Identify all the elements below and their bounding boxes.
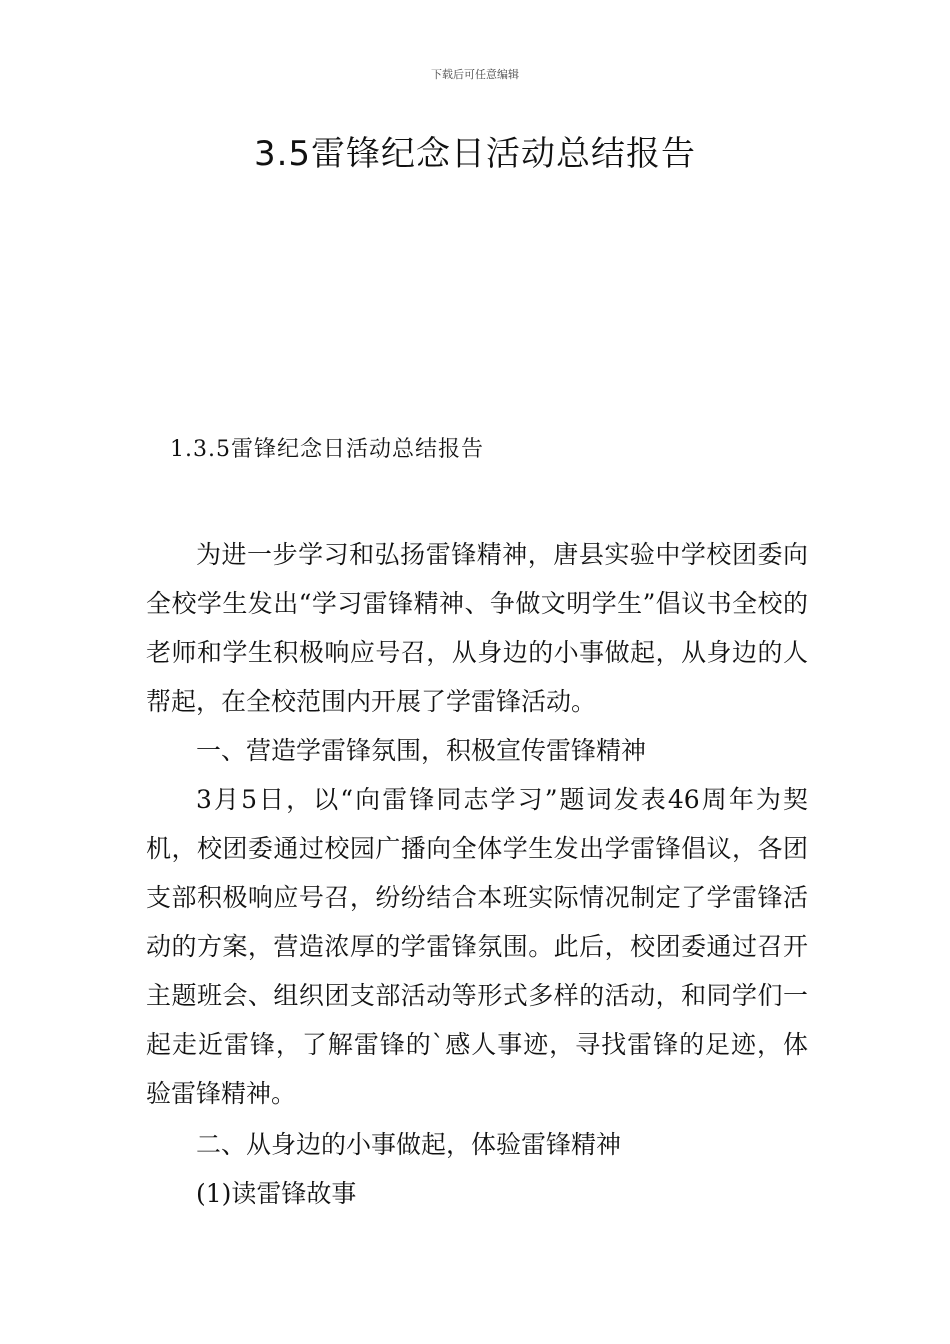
section-heading-1: 一、营造学雷锋氛围，积极宣传雷锋精神: [196, 736, 647, 765]
paragraph-section-1: 3月5日，以“向雷锋同志学习”题词发表46周年为契机，校团委通过校园广播向全体学生发出学雷锋倡议，各团支部积极响应号召，纷纷结合本班实际情况制定了学雷锋活动的方案，营造浓厚的学雷锋氛围。此后，校团委通过召开主题班会、组织团支部活动等形式多样的活动，和同学们一起走近雷锋，了解雷锋的`感人事迹，寻找雷锋的足迹，体验雷锋精神。: [146, 785, 808, 1108]
paragraph-intro: 为进一步学习和弘扬雷锋精神，唐县实验中学校团委向全校学生发出“学习雷锋精神、争做文明学生”倡议书全校的老师和学生积极响应号召，从身边的小事做起，从身边的人帮起，在全校范围内开展了学雷锋活动。: [146, 540, 808, 716]
header-note: 下载后可任意编辑: [431, 68, 519, 81]
document-subtitle: 1.3.5雷锋纪念日活动总结报告: [170, 437, 484, 462]
subsection-heading-1: (1)读雷锋故事: [196, 1179, 357, 1208]
document-title: 3.5雷锋纪念日活动总结报告: [253, 134, 697, 174]
document-body: [146, 530, 808, 1218]
section-heading-2: 二、从身边的小事做起，体验雷锋精神: [196, 1130, 622, 1159]
